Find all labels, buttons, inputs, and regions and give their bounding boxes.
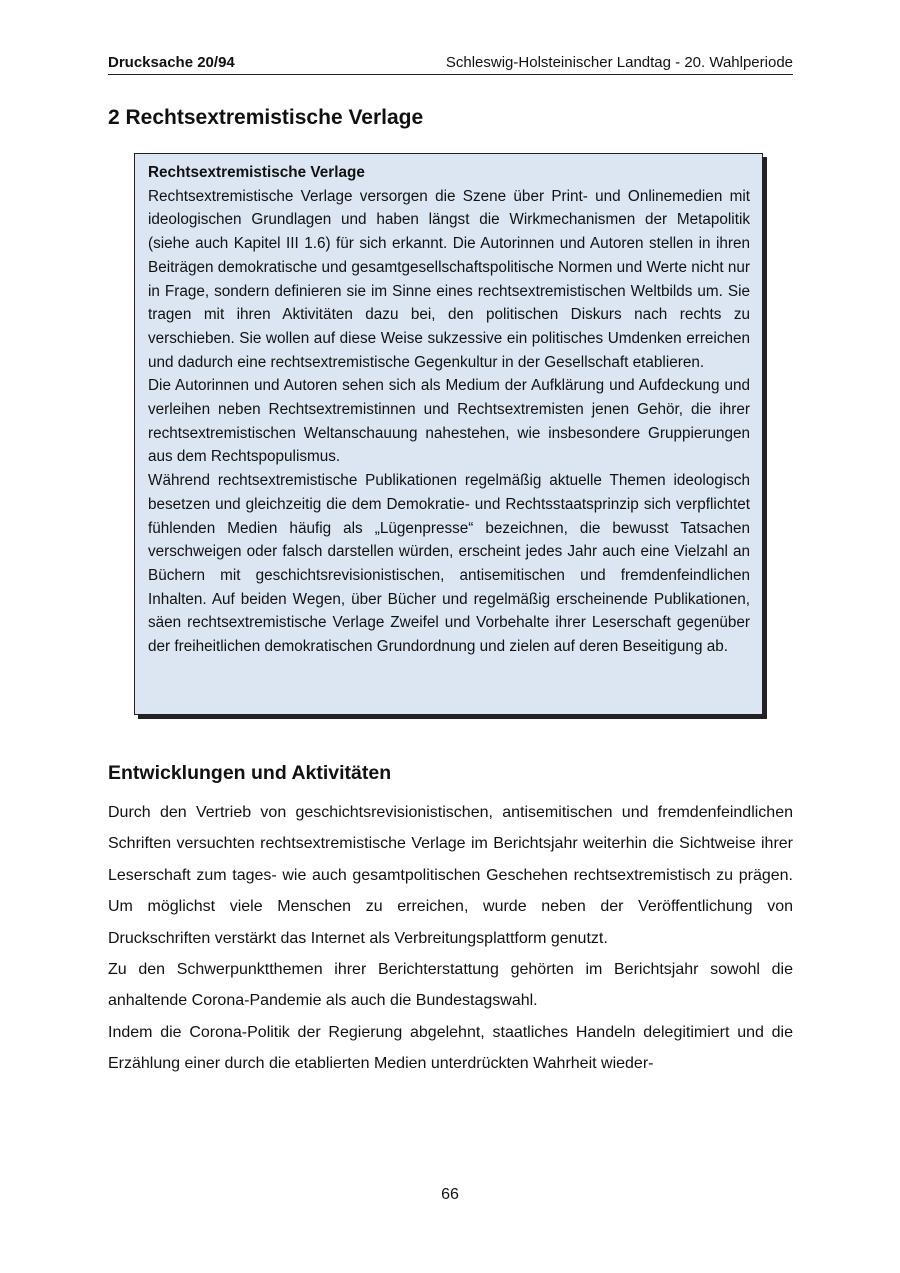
definition-box	[134, 153, 763, 715]
definition-paragraph: Die Autorinnen und Autoren sehen sich als Medium der Aufklärung und Aufdeckung und verleihen neben Rechtsextremistinnen und Rechtsextremisten jenen Gehör, die ihrer rechtsextremistischen Weltanschauung nahestehen, wie insbesondere Gruppierungen aus dem Rechtspopulismus.	[148, 377, 750, 466]
definition-box-title: Rechtsextremistische Verlage	[148, 164, 365, 181]
body-paragraph: Zu den Schwerpunktthemen ihrer Berichterstattung gehörten im Berichtsjahr sowohl die anhaltende Corona-Pandemie als auch die Bundestagswahl.	[108, 961, 793, 1010]
page-number: 66	[441, 1186, 459, 1203]
body-text	[108, 797, 793, 1080]
page-header	[108, 54, 793, 75]
document-number: Drucksache 20/94	[108, 54, 235, 71]
body-paragraph: Durch den Vertrieb von geschichtsrevisionistischen, antisemitischen und fremdenfeindlichen Schriften versuchten rechtsextremistische Verlage im Berichtsjahr weiterhin die Sichtweise ihrer Leserschaft zum tages- wie auch gesamtpolitischen Geschehen rechtsextremistisch zu prägen. Um möglichst viele Menschen zu erreichen, wurde neben der Veröffentlichung von Druckschriften verstärkt das Internet als Verbreitungsplattform genutzt.	[108, 804, 793, 947]
section-title: 2 Rechtsextremistische Verlage	[108, 106, 424, 129]
parliament-name: Schleswig-Holsteinischer Landtag - 20. Wahlperiode	[445, 54, 793, 71]
definition-paragraph: Rechtsextremistische Verlage versorgen die Szene über Print- und Onlinemedien mit ideologischen Grundlagen und haben längst die Wirkmechanismen der Metapolitik (siehe auch Kapitel III 1.6) für sich erkannt. Die Autorinnen und Autoren stellen in ihren Beiträgen demokratische und gesamtgesellschaftspolitische Normen und Werte nicht nur in Frage, sondern definieren sie im Sinne eines rechtsextremistischen Weltbilds um. Sie tragen mit ihren Aktivitäten dazu bei, den politischen Diskurs nach rechts zu verschieben. Sie wollen auf diese Weise sukzessive ein politisches Umdenken erreichen und dadurch eine rechtsextremistische Gegenkultur in der Gesellschaft etablieren.	[148, 187, 750, 371]
subsection-title: Entwicklungen und Aktivitäten	[108, 762, 392, 784]
body-paragraph: Indem die Corona-Politik der Regierung abgelehnt, staatliches Handeln delegitimiert und die Erzählung einer durch die etablierten Medien unterdrückten Wahrheit wieder-	[108, 1023, 793, 1073]
definition-paragraph: Während rechtsextremistische Publikationen regelmäßig aktuelle Themen ideologisch besetzen und gleichzeitig die dem Demokratie- und Rechtsstaatsprinzip sich verpflichtet fühlenden Medien häufig als „Lügenpresse“ bezeichnen, die bewusst Tatsachen verschweigen oder falsch darstellen würden, erscheint jedes Jahr auch eine Vielzahl an Büchern mit geschichtsrevisionistischen, antisemitischen und fremdenfeindlichen Inhalten. Auf beiden Wegen, über Bücher und regelmäßig erscheinende Publikationen, säen rechtsextremistische Verlage Zweifel und Vorbehalte ihrer Leserschaft gegenüber der freiheitlichen demokratischen Grundordnung und zielen auf deren Beseitigung ab.	[148, 472, 750, 656]
